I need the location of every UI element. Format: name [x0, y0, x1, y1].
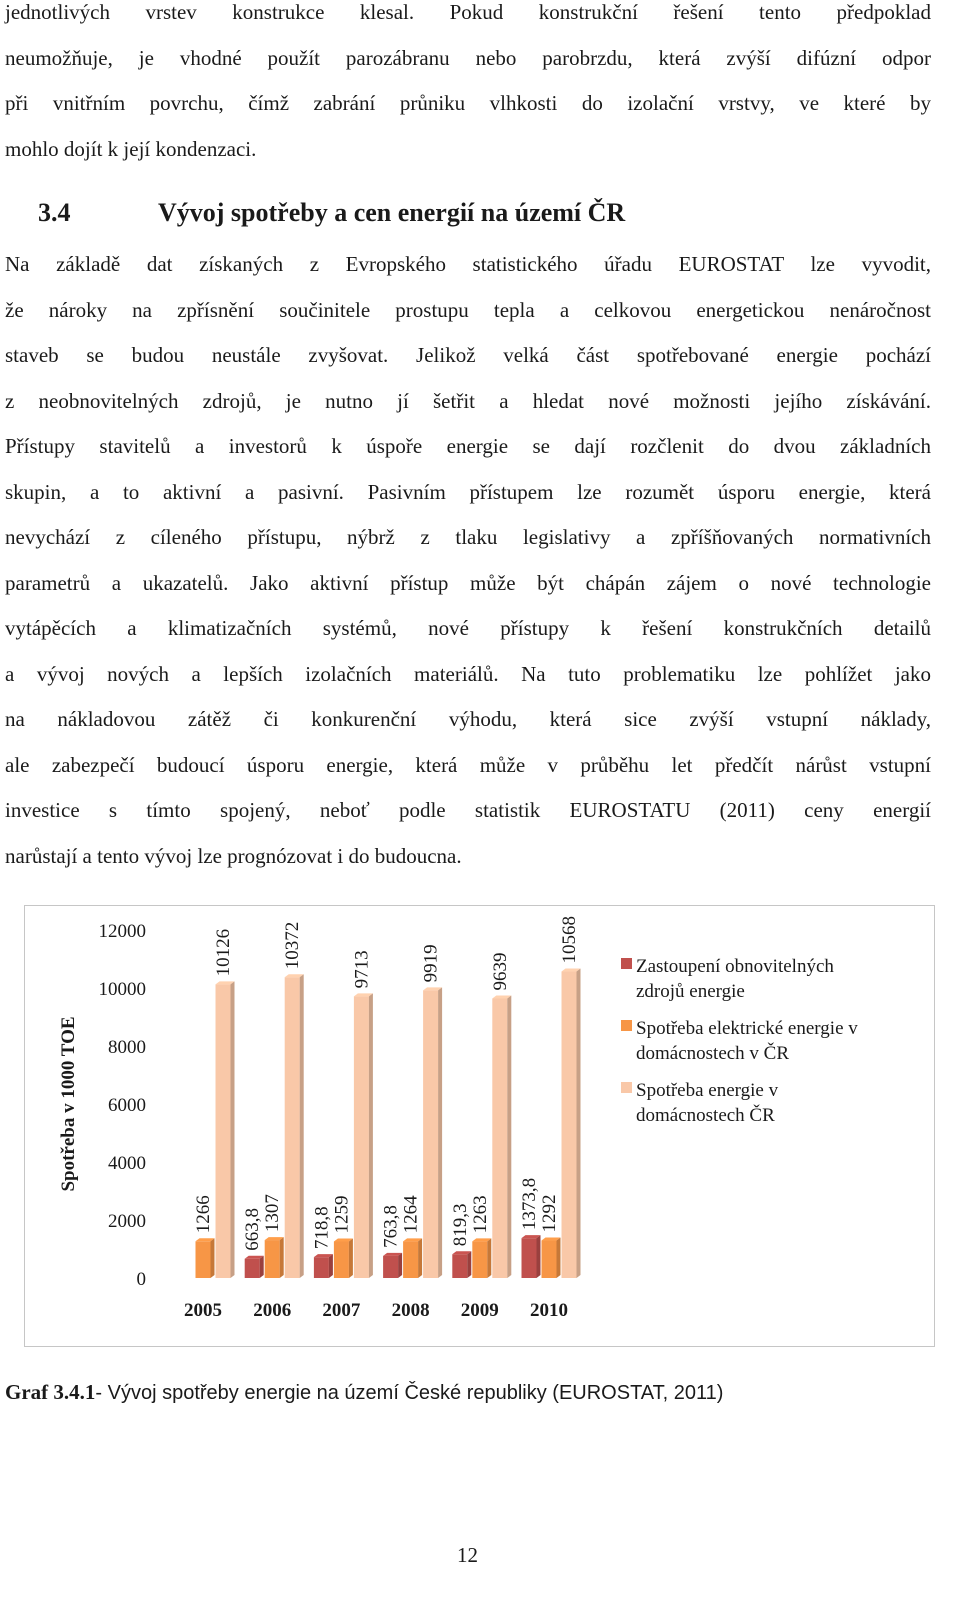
- x-tick-label: 2010: [530, 1300, 568, 1321]
- bar: [245, 1259, 260, 1278]
- bar-value-label: 1266: [193, 1195, 214, 1234]
- bar: [522, 1238, 537, 1278]
- bar-side: [260, 1256, 264, 1278]
- y-tick-label: 8000: [108, 1037, 146, 1058]
- text-line: mohlo dojít k její kondenzaci.: [5, 136, 257, 161]
- y-tick-label: 0: [136, 1269, 146, 1290]
- bar-value-label: 9919: [420, 944, 442, 983]
- bar-value-label: 9713: [351, 950, 373, 989]
- bar: [542, 1241, 557, 1278]
- bar: [492, 998, 507, 1278]
- bar: [196, 1241, 211, 1278]
- bar-side: [211, 1238, 215, 1278]
- x-tick-label: 2007: [322, 1300, 361, 1321]
- bar-side: [487, 1238, 491, 1278]
- legend-swatch: [621, 1020, 632, 1031]
- bar-side: [329, 1254, 333, 1278]
- bar-value-label: 9639: [489, 952, 511, 991]
- text-line: neumožňuje, je vhodné použít parozábranu nebo parobrzdu, která zvýší difúzní odpor: [5, 45, 931, 70]
- text-line: Přístupy stavitelů a investorů k úspoře energie se dají rozčlenit do dvou základních: [5, 434, 931, 458]
- bar: [383, 1256, 398, 1278]
- bar-side: [577, 969, 581, 1278]
- bar-value-label: 10568: [559, 916, 580, 964]
- text-line: narůstají a tento vývoj lze prognózovat i do budoucna.: [5, 843, 462, 868]
- bar: [403, 1241, 418, 1278]
- legend-label: Spotřeba energie v: [636, 1080, 779, 1101]
- y-tick-label: 10000: [98, 979, 146, 1000]
- text-line: ale zabezpečí budoucí úsporu energie, která může v průběhu let předčít nárůst vstupní: [5, 752, 931, 777]
- bar-side: [349, 1238, 353, 1278]
- text-line: vytápěcích a klimatizačních systémů, nové přístupy k řešení konstrukčních detailů: [5, 616, 931, 640]
- text-line: staveb se budou neustále zvyšovat. Jelikož velká část spotřebované energie pochází: [5, 343, 931, 367]
- bar-side: [280, 1237, 284, 1278]
- text-line: nevychází z cíleného přístupu, nýbrž z tlaku legislativy a zpříšňovaných normativních: [5, 525, 931, 549]
- bar: [314, 1257, 329, 1278]
- legend-label: zdrojů energie: [636, 981, 745, 1002]
- bar-side: [507, 995, 511, 1278]
- caption-label: Graf 3.4.1: [5, 1380, 96, 1404]
- y-tick-label: 2000: [108, 1211, 146, 1232]
- bar-value-label: 718,8: [311, 1206, 333, 1250]
- paragraph-energy: [5, 242, 931, 879]
- bar: [423, 990, 438, 1278]
- energy-bar-chart: [25, 906, 934, 1346]
- bar-value-label: 10126: [213, 928, 234, 977]
- bar-value-label: 10372: [282, 921, 304, 970]
- page-number: 12: [457, 1543, 478, 1567]
- bar-side: [467, 1251, 471, 1278]
- text-line: investice s tímto spojený, neboť podle statistik EUROSTATU (2011) ceny energií: [5, 798, 931, 822]
- bar-side: [300, 974, 304, 1278]
- x-tick-label: 2009: [460, 1300, 499, 1321]
- x-tick-label: 2006: [253, 1300, 292, 1321]
- text-line: jednotlivých vrstev konstrukce klesal. Pokud konstrukční řešení tento předpoklad: [5, 0, 931, 24]
- bar-side: [369, 993, 373, 1278]
- bar-side: [231, 981, 235, 1278]
- bar-side: [537, 1235, 541, 1278]
- bar: [265, 1240, 280, 1278]
- y-axis-label: Spotřeba v 1000 TOE: [58, 1016, 79, 1192]
- x-tick-label: 2005: [184, 1300, 222, 1321]
- legend-swatch: [621, 958, 632, 969]
- bar-value-label: 663,8: [242, 1207, 264, 1251]
- bar-value-label: 1263: [469, 1195, 491, 1234]
- text-line: skupin, a to aktivní a pasivní. Pasivním přístupem lze rozumět úsporu energie, která: [5, 479, 931, 504]
- bar-value-label: 1292: [539, 1194, 560, 1233]
- text-line: že nároky na zpřísnění součinitele prostupu tepla a celkovou energetickou nenáročnost: [5, 297, 931, 322]
- bar-side: [398, 1253, 402, 1278]
- bar: [334, 1241, 349, 1278]
- bar-value-label: 763,8: [380, 1205, 402, 1248]
- text-line: při vnitřním povrchu, čímž zabrání průniku vlhkosti do izolační vrstvy, ve které by: [5, 91, 931, 115]
- bar: [472, 1241, 487, 1278]
- y-tick-label: 12000: [98, 921, 146, 942]
- figure-caption: [5, 1380, 723, 1405]
- x-tick-label: 2008: [391, 1300, 430, 1321]
- bar-value-label: 819,3: [449, 1203, 471, 1247]
- bar-value-label: 1259: [331, 1195, 353, 1234]
- y-tick-label: 6000: [108, 1095, 146, 1116]
- bar-value-label: 1373,8: [519, 1177, 540, 1231]
- bar-value-label: 1264: [400, 1195, 422, 1234]
- bar-value-label: 1307: [262, 1194, 284, 1233]
- legend-label: Spotřeba elektrické energie v: [636, 1018, 858, 1039]
- section-heading: [38, 198, 625, 228]
- y-tick-label: 4000: [108, 1153, 146, 1174]
- bar: [216, 984, 231, 1278]
- legend-label: domácnostech v ČR: [636, 1043, 790, 1064]
- legend-label: Zastoupení obnovitelných: [636, 956, 834, 977]
- bar-side: [438, 987, 442, 1278]
- bar-side: [418, 1238, 422, 1278]
- text-line: z neobnovitelných zdrojů, je nutno jí šetřit a hledat nové možnosti jejího získávání.: [5, 388, 931, 413]
- caption-text: - Vývoj spotřeby energie na území České republiky (EUROSTAT, 2011): [95, 1382, 724, 1404]
- bar-side: [557, 1238, 561, 1278]
- text-line: a vývoj nových a lepších izolačních materiálů. Na tuto problematiku lze pohlížet jako: [5, 661, 931, 686]
- legend-label: domácnostech ČR: [636, 1105, 775, 1126]
- chart-container: [24, 905, 935, 1347]
- bar: [452, 1254, 467, 1278]
- text-line: na nákladovou zátěž či konkurenční výhodu, která sice zvýší vstupní náklady,: [5, 707, 931, 731]
- section-title: Vývoj spotřeby a cen energií na území ČR: [158, 198, 626, 227]
- bar: [562, 972, 577, 1278]
- bar: [285, 977, 300, 1278]
- legend-swatch: [621, 1082, 632, 1093]
- text-line: Na základě dat získaných z Evropského statistického úřadu EUROSTAT lze vyvodit,: [5, 252, 931, 276]
- text-line: parametrů a ukazatelů. Jako aktivní přístup může být chápán zájem o nové technologie: [5, 570, 931, 595]
- bar: [354, 996, 369, 1278]
- paragraph-moisture: [5, 0, 931, 172]
- section-number: 3.4: [38, 198, 71, 227]
